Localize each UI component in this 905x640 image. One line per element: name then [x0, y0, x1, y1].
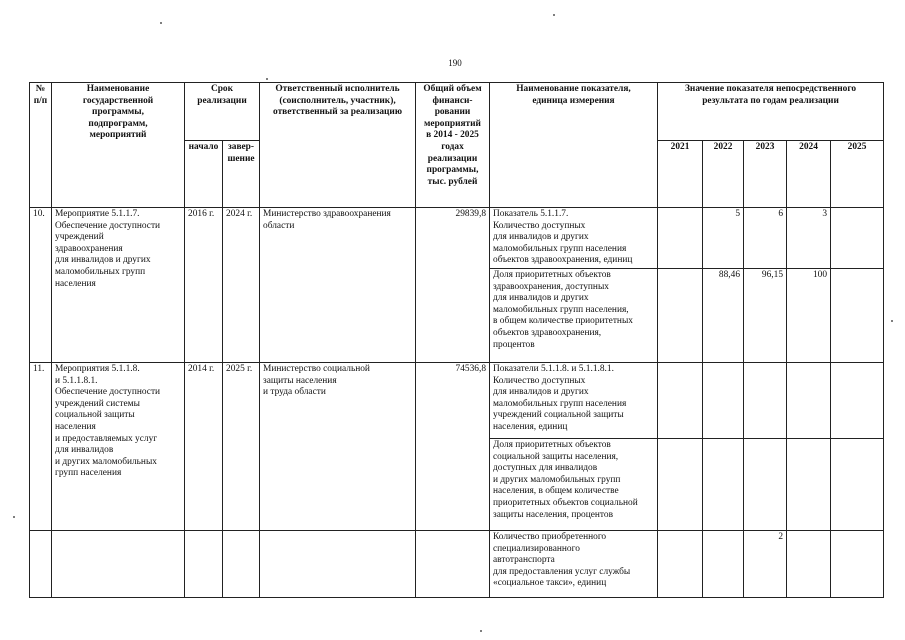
scan-speck — [13, 516, 15, 518]
page-number: 190 — [448, 58, 462, 68]
header-term: Срок реализации — [185, 83, 260, 141]
start-year — [185, 530, 223, 597]
funding-volume: 74536,8 — [416, 362, 490, 530]
header-year: 2024 — [787, 141, 831, 208]
value-2025 — [831, 530, 884, 597]
header-end: завер- шение — [223, 141, 260, 208]
value-2022 — [703, 530, 744, 597]
indicator-name: Доля приоритетных объектов здравоохранения, доступных для инвалидов и других маломобильных групп населения, в общем количестве приоритетных объектов здравоохранения, процентов — [490, 268, 658, 362]
value-2021 — [658, 268, 703, 362]
table-row — [30, 208, 884, 269]
row-number: 11. — [30, 362, 52, 530]
start-year: 2016 г. — [185, 208, 223, 363]
value-2023 — [744, 362, 787, 438]
value-2022: 5 — [703, 208, 744, 269]
scan-speck — [160, 22, 162, 24]
end-year: 2025 г. — [223, 362, 260, 530]
value-2024 — [787, 438, 831, 530]
indicator-name: Показатели 5.1.1.8. и 5.1.1.8.1. Количество доступных для инвалидов и других маломобильных групп населения учреждений социальной защиты населения, единиц — [490, 362, 658, 438]
value-2024 — [787, 530, 831, 597]
header-year: 2021 — [658, 141, 703, 208]
measure-name — [52, 530, 185, 597]
value-2021 — [658, 362, 703, 438]
indicator-name: Доля приоритетных объектов социальной защиты населения, доступных для инвалидов и других маломобильных групп населения, в общем количестве приоритетных объектов социальной защиты населения, процентов — [490, 438, 658, 530]
value-2021 — [658, 208, 703, 269]
measure-name: Мероприятия 5.1.1.8. и 5.1.1.8.1. Обеспечение доступности учреждений системы социальной защиты населения и предоставляемых услуг для инвалидов и других маломобильных групп населения — [52, 362, 185, 530]
value-2021 — [658, 438, 703, 530]
value-2025 — [831, 268, 884, 362]
value-2022 — [703, 438, 744, 530]
funding-volume: 29839,8 — [416, 208, 490, 363]
end-year: 2024 г. — [223, 208, 260, 363]
executor: Министерство здравоохранения области — [260, 208, 416, 363]
executor — [260, 530, 416, 597]
value-2023 — [744, 438, 787, 530]
indicator-name: Количество приобретенного специализированного автотранспорта для предоставления услуг службы «социальное такси», единиц — [490, 530, 658, 597]
header-year: 2025 — [831, 141, 884, 208]
header-values: Значение показателя непосредственного результата по годам реализации — [658, 83, 884, 141]
value-2021 — [658, 530, 703, 597]
measure-name: Мероприятие 5.1.1.7. Обеспечение доступности учреждений здравоохранения для инвалидов и других маломобильных групп населения — [52, 208, 185, 363]
header-start: начало — [185, 141, 223, 208]
header-name: Наименование государственной программы, подпрограмм, мероприятий — [52, 83, 185, 208]
value-2025 — [831, 208, 884, 269]
table-body — [30, 208, 884, 598]
value-2024: 3 — [787, 208, 831, 269]
scan-speck — [891, 320, 893, 322]
header-volume: Общий объем финанси- ровании мероприятий в 2014 - 2025 годах реализации программы, тыс. рублей — [416, 83, 490, 208]
header-executor: Ответственный исполнитель (соисполнитель, участник), ответственный за реализацию — [260, 83, 416, 208]
value-2024 — [787, 362, 831, 438]
indicator-name: Показатель 5.1.1.7. Количество доступных для инвалидов и других маломобильных групп населения объектов здравоохранения, единиц — [490, 208, 658, 269]
row-number: 10. — [30, 208, 52, 363]
value-2022: 88,46 — [703, 268, 744, 362]
value-2024: 100 — [787, 268, 831, 362]
table-header — [30, 83, 884, 208]
table-row — [30, 362, 884, 438]
header-indicator: Наименование показателя, единица измерения — [490, 83, 658, 208]
value-2023: 6 — [744, 208, 787, 269]
value-2025 — [831, 362, 884, 438]
scan-speck — [553, 14, 555, 16]
scan-speck — [480, 630, 482, 632]
value-2023: 2 — [744, 530, 787, 597]
executor: Министерство социальной защиты населения и труда области — [260, 362, 416, 530]
header-year: 2022 — [703, 141, 744, 208]
start-year: 2014 г. — [185, 362, 223, 530]
value-2022 — [703, 362, 744, 438]
table-row — [30, 530, 884, 597]
scan-speck — [266, 78, 268, 80]
value-2025 — [831, 438, 884, 530]
row-number — [30, 530, 52, 597]
funding-volume — [416, 530, 490, 597]
end-year — [223, 530, 260, 597]
header-num: № п/п — [30, 83, 52, 208]
value-2023: 96,15 — [744, 268, 787, 362]
program-table — [29, 82, 884, 598]
header-year: 2023 — [744, 141, 787, 208]
